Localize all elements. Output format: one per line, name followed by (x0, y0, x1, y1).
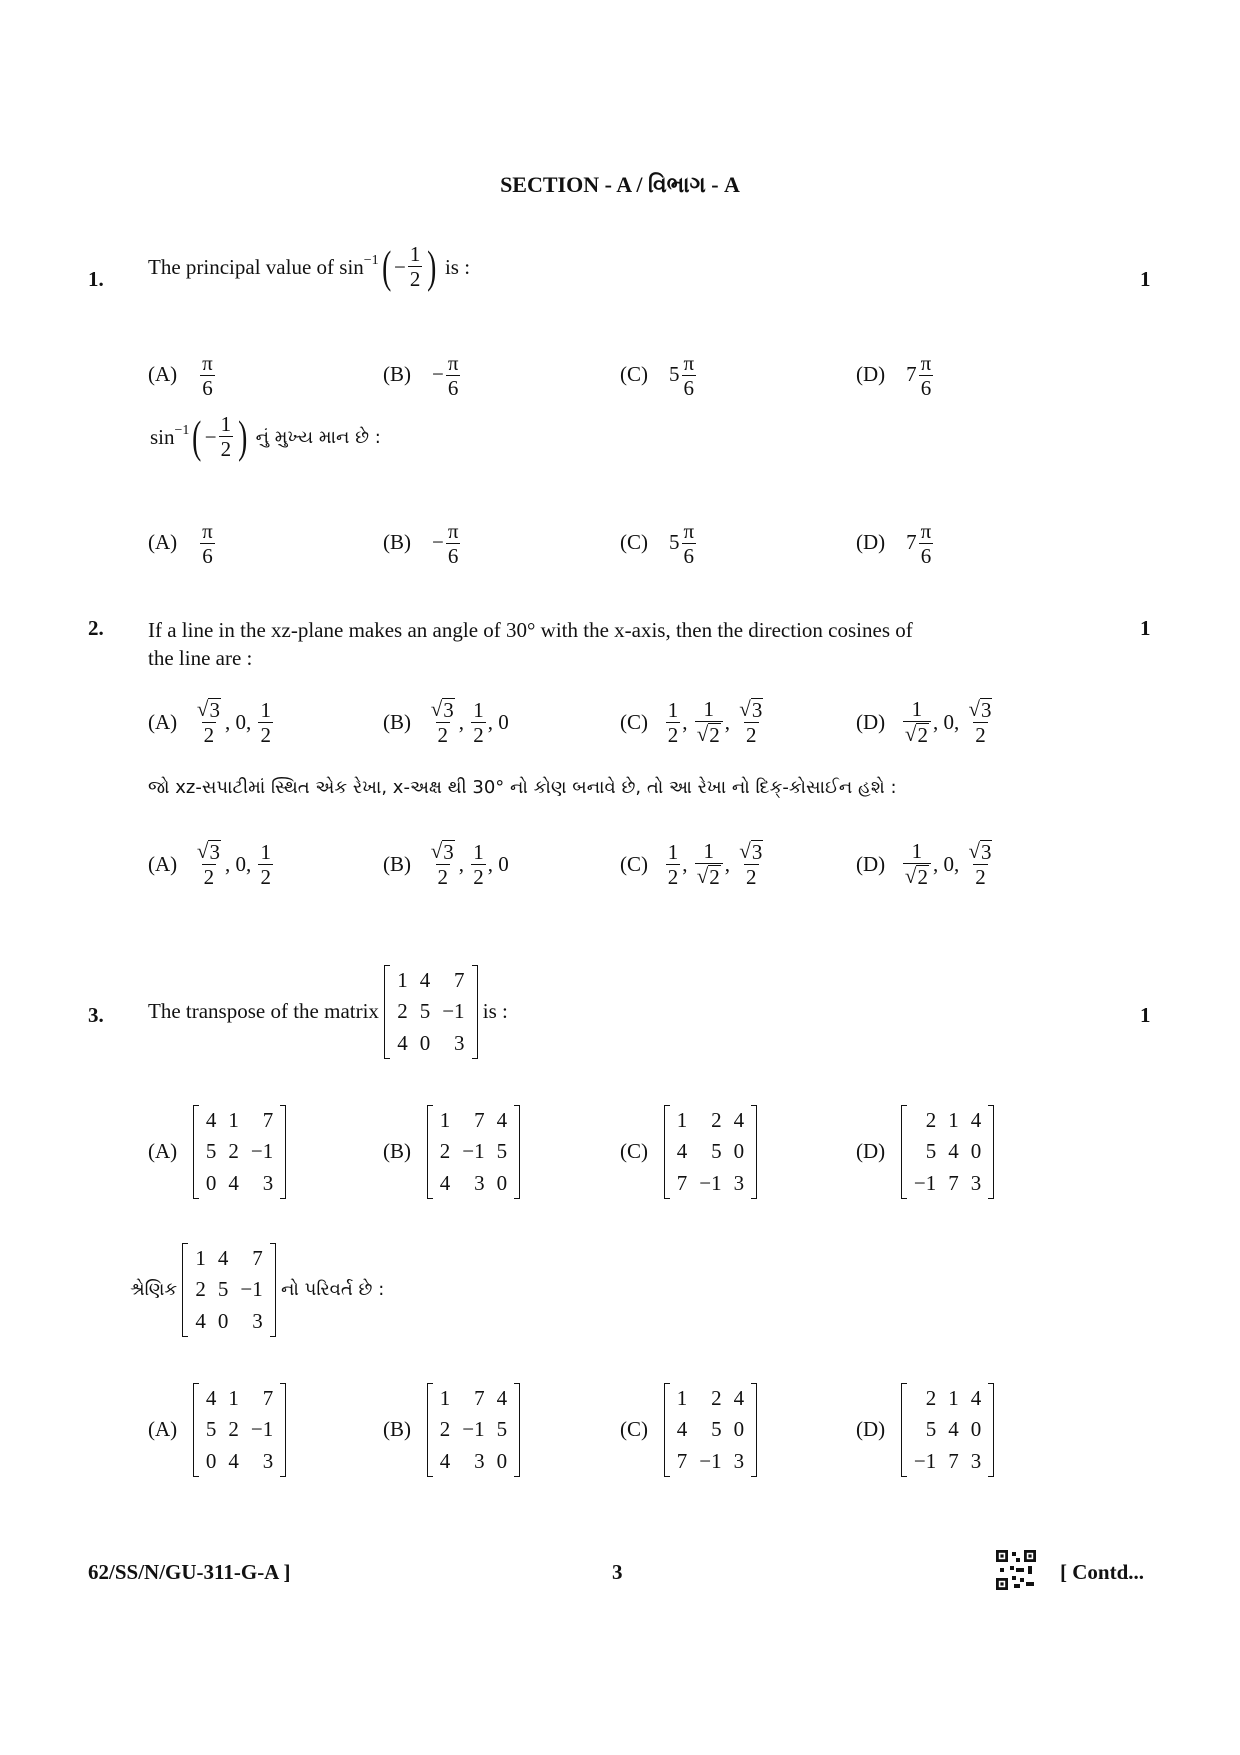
matrix-cell: 7 (474, 1108, 485, 1132)
q3-matrix (384, 965, 477, 1059)
matrix-cell: 1 (228, 1108, 239, 1132)
q3-number: 3. (88, 1003, 104, 1027)
matrix-cell: 2 (228, 1139, 239, 1164)
matrix-cell: 4 (419, 968, 431, 992)
matrix-cell: 2 (439, 1139, 451, 1164)
matrix-row (391, 1028, 470, 1059)
q2-gu-opt-d: (D) 1 √ 2 , 0 , √ 3 2 (856, 839, 992, 890)
q1-stem-prefix: The principal value of (148, 254, 335, 279)
q3-gu-opt-c: (C) 1 2 4 4 5 0 7 −1 3 (620, 1383, 757, 1477)
q1-opt-c: (C) 5 $\frac{\pi}{6}$ (620, 351, 695, 401)
matrix-cell: 5 (419, 999, 431, 1024)
q2-gu-opt-a: (A) √ 3 2 , 0 , $\frac{1}{2}$ (148, 839, 271, 890)
matrix-row (434, 1136, 513, 1167)
matrix-cell: −1 (699, 1170, 722, 1195)
matrix-cell: 1 (676, 1386, 688, 1410)
matrix-cell: 3 (474, 1448, 485, 1473)
matrix-cell: 4 (733, 1108, 745, 1132)
matrix-row (189, 1306, 268, 1337)
matrix-cell: 7 (454, 968, 465, 992)
matrix-cell: 2 (925, 1108, 937, 1132)
matrix-cell: 7 (948, 1170, 959, 1195)
matrix-row (200, 1383, 279, 1414)
q1-sin: sin (339, 254, 364, 279)
q2-number: 2. (88, 616, 104, 640)
q3-stem-gu (130, 1243, 384, 1337)
matrix-cell: 5 (711, 1417, 722, 1442)
q1-gu-opt-b: (B) − $\frac{\pi}{6}$ (383, 519, 459, 569)
matrix-row (200, 1105, 279, 1136)
matrix-cell: 2 (397, 999, 408, 1024)
q1-options-gu (148, 508, 1048, 568)
q3-gu-suffix: નો પરિવર્ત છે : (281, 1279, 385, 1301)
matrix-cell: 1 (948, 1386, 959, 1410)
matrix-cell: 7 (948, 1448, 959, 1473)
matrix-row (671, 1383, 750, 1414)
q3-gu-opt-d: (D) 2 1 4 5 4 0 −1 7 3 (856, 1383, 994, 1477)
matrix-cell: 3 (733, 1448, 745, 1473)
matrix-cell: 3 (262, 1448, 274, 1473)
matrix-cell: 4 (496, 1108, 508, 1132)
matrix-cell: 1 (439, 1386, 451, 1410)
q1-marks: 1 (1140, 267, 1151, 291)
q1-gu-opt-a: (A) $\frac{\pi}{6}$ (148, 519, 213, 569)
matrix-row (200, 1136, 279, 1167)
q3-opt-b: (B) 1 7 4 2 −1 5 4 3 0 (383, 1105, 520, 1199)
matrix-cell: 4 (439, 1170, 451, 1195)
q3-stem-suffix: is : (482, 999, 508, 1024)
q1-gu-rparen: ) (238, 411, 248, 463)
matrix-cell: 0 (733, 1417, 745, 1442)
matrix-cell: 2 (439, 1417, 451, 1442)
matrix-row (200, 1446, 279, 1477)
q3-options-en (148, 1105, 1068, 1205)
matrix-cell: −1 (250, 1139, 274, 1164)
matrix-cell: 5 (205, 1417, 217, 1442)
matrix-cell: 1 (195, 1246, 206, 1270)
matrix-cell: 4 (397, 1030, 408, 1055)
q1-gu-sin: sin (150, 424, 175, 449)
matrix-cell: 1 (948, 1108, 959, 1132)
q1-sup: −1 (363, 253, 379, 269)
matrix-cell: 7 (676, 1448, 688, 1473)
matrix-row (434, 1168, 513, 1199)
matrix-cell: 4 (496, 1386, 508, 1410)
matrix-row (391, 965, 470, 996)
matrix-cell: −1 (442, 999, 465, 1024)
q2-options-en (148, 698, 1068, 758)
paper-code: 62/SS/N/GU-311-G-A ] (88, 1560, 291, 1584)
q1-lparen: ( (381, 241, 391, 293)
matrix-cell: 4 (205, 1108, 217, 1132)
matrix-cell: 2 (925, 1386, 937, 1410)
q2-gu-opt-c: (C) $\frac{1}{2}$ , 1 √ 2 , √ 3 2 (620, 839, 763, 890)
q2-opt-a: (A) √ 3 2 , 0 , $\frac{1}{2}$ (148, 697, 271, 748)
matrix-cell: −1 (913, 1170, 937, 1195)
matrix-cell: −1 (462, 1417, 485, 1442)
q1-opt-d: (D) 7 $\frac{\pi}{6}$ (856, 351, 932, 401)
q1-options-en (148, 340, 1048, 400)
q3-opt-d: (D) 2 1 4 5 4 0 −1 7 3 (856, 1105, 994, 1199)
q2-stem-line2: the line are : (148, 646, 253, 670)
q2-stem-line1: If a line in the xz-plane makes an angle of 30° with the x-axis, then the direction cosines of (148, 618, 913, 642)
matrix-row (908, 1168, 987, 1199)
matrix-row (434, 1383, 513, 1414)
matrix-cell: 4 (733, 1386, 745, 1410)
matrix-cell: 4 (970, 1108, 982, 1132)
q3-stem-en (148, 965, 508, 1059)
matrix-cell: 4 (228, 1170, 239, 1195)
matrix-cell: 4 (970, 1386, 982, 1410)
matrix-cell: 7 (252, 1246, 263, 1270)
q2-marks: 1 (1140, 616, 1151, 640)
page-number: 3 (612, 1560, 623, 1584)
matrix-row (200, 1414, 279, 1445)
matrix-row (671, 1105, 750, 1136)
q1-half: $\frac{1}{2}$ (409, 242, 421, 292)
matrix-cell: 3 (970, 1448, 982, 1473)
matrix-row (908, 1105, 987, 1136)
matrix-row (434, 1105, 513, 1136)
q1-stem-en (148, 243, 470, 291)
matrix-row (189, 1274, 268, 1305)
matrix-cell: −1 (250, 1417, 274, 1442)
matrix-cell: −1 (699, 1448, 722, 1473)
matrix-cell: 5 (496, 1139, 508, 1164)
matrix-cell: 3 (454, 1030, 465, 1055)
matrix-row (671, 1414, 750, 1445)
matrix-cell: 4 (205, 1386, 217, 1410)
matrix-cell: 2 (195, 1277, 206, 1302)
matrix-cell: 0 (970, 1417, 982, 1442)
q3-marks: 1 (1140, 1003, 1151, 1027)
q2-opt-d: (D) 1 √ 2 , 0 , √ 3 2 (856, 697, 992, 748)
matrix-cell: 4 (217, 1246, 229, 1270)
matrix-cell: 4 (439, 1448, 451, 1473)
matrix-cell: 0 (970, 1139, 982, 1164)
matrix-row (908, 1414, 987, 1445)
matrix-row (908, 1446, 987, 1477)
contd-label: [ Contd... (1060, 1560, 1145, 1584)
matrix-cell: 0 (496, 1448, 508, 1473)
matrix-row (434, 1414, 513, 1445)
q1-rparen: ) (427, 241, 437, 293)
matrix-row (671, 1446, 750, 1477)
matrix-cell: 5 (925, 1139, 937, 1164)
q1-gu-opt-c: (C) 5 $\frac{\pi}{6}$ (620, 519, 695, 569)
matrix-row (200, 1168, 279, 1199)
matrix-cell: 5 (711, 1139, 722, 1164)
q3-opt-a: (A) 4 1 7 5 2 −1 0 4 3 (148, 1105, 286, 1199)
matrix-cell: 1 (397, 968, 408, 992)
q1-gu-lparen: ( (192, 411, 202, 463)
matrix-cell: 0 (217, 1308, 229, 1333)
matrix-cell: 4 (195, 1308, 206, 1333)
matrix-cell: −1 (240, 1277, 263, 1302)
matrix-cell: −1 (462, 1139, 485, 1164)
matrix-row (671, 1168, 750, 1199)
q3-opt-c: (C) 1 2 4 4 5 0 7 −1 3 (620, 1105, 757, 1199)
q3-gu-prefix: શ્રેણિક (130, 1279, 178, 1301)
matrix-cell: 7 (474, 1386, 485, 1410)
q1-gu-sup: −1 (174, 423, 190, 439)
matrix-cell: 1 (676, 1108, 688, 1132)
q2-gu-opt-b: (B) √ 3 2 , $\frac{1}{2}$ , 0 (383, 839, 509, 890)
q1-stem-suffix: is : (444, 254, 471, 279)
matrix-cell: 7 (262, 1108, 274, 1132)
matrix-cell: 3 (733, 1170, 745, 1195)
matrix-cell: 3 (262, 1170, 274, 1195)
matrix-cell: 5 (925, 1417, 937, 1442)
matrix-cell: 1 (439, 1108, 451, 1132)
matrix-cell: 0 (205, 1170, 217, 1195)
matrix-cell: 0 (205, 1448, 217, 1473)
q1-gu-minus: − (204, 424, 217, 449)
matrix-cell: 3 (474, 1170, 485, 1195)
q1-gu-half: $\frac{1}{2}$ (220, 412, 232, 462)
q2-stem-gu: જો xz-સપાટીમાં સ્થિત એક રેખા, x-અક્ષ થી 30° નો કોણ બનાવે છે, તો આ રેખા નો દિક્-કોસાઈન હશે : (148, 777, 897, 798)
q1-opt-a: (A) $\frac{\pi}{6}$ (148, 351, 213, 401)
matrix-cell: 4 (676, 1139, 688, 1164)
q2-stem-en (148, 616, 1108, 672)
matrix-cell: 4 (676, 1417, 688, 1442)
matrix-cell: 1 (228, 1386, 239, 1410)
matrix-cell: 3 (970, 1170, 982, 1195)
matrix-cell: −1 (913, 1448, 937, 1473)
q2-options-gu (148, 840, 1068, 900)
matrix-cell: 0 (496, 1170, 508, 1195)
matrix-row (189, 1243, 268, 1274)
matrix-cell: 4 (948, 1139, 959, 1164)
qr-code-icon (996, 1550, 1036, 1590)
matrix-cell: 3 (252, 1308, 263, 1333)
matrix-row (908, 1383, 987, 1414)
q1-gu-suffix: નું મુખ્ય માન છે : (255, 426, 381, 448)
matrix-cell: 4 (948, 1417, 959, 1442)
section-title: SECTION - A / વિભાગ - A (500, 172, 740, 197)
matrix-cell: 0 (419, 1030, 431, 1055)
q3-gu-opt-a: (A) 4 1 7 5 2 −1 0 4 3 (148, 1383, 286, 1477)
q3-gu-matrix (182, 1243, 275, 1337)
matrix-cell: 0 (733, 1139, 745, 1164)
q1-stem-gu (150, 413, 381, 461)
q3-gu-opt-b: (B) 1 7 4 2 −1 5 4 3 0 (383, 1383, 520, 1477)
matrix-row (908, 1136, 987, 1167)
matrix-cell: 7 (676, 1170, 688, 1195)
matrix-row (434, 1446, 513, 1477)
matrix-row (391, 996, 470, 1027)
q2-opt-c: (C) $\frac{1}{2}$ , 1 √ 2 , √ 3 2 (620, 697, 763, 748)
matrix-cell: 5 (205, 1139, 217, 1164)
matrix-cell: 5 (217, 1277, 229, 1302)
q1-opt-b: (B) − $\frac{\pi}{6}$ (383, 351, 459, 401)
matrix-cell: 2 (711, 1386, 722, 1410)
matrix-row (671, 1136, 750, 1167)
matrix-cell: 5 (496, 1417, 508, 1442)
q3-options-gu (148, 1383, 1068, 1483)
q1-gu-opt-d: (D) 7 $\frac{\pi}{6}$ (856, 519, 932, 569)
matrix-cell: 4 (228, 1448, 239, 1473)
q2-opt-b: (B) √ 3 2 , $\frac{1}{2}$ , 0 (383, 697, 509, 748)
q1-minus: − (394, 254, 406, 279)
matrix-cell: 2 (711, 1108, 722, 1132)
matrix-cell: 7 (262, 1386, 274, 1410)
q3-stem-prefix: The transpose of the matrix (148, 999, 379, 1024)
q1-number: 1. (88, 267, 104, 291)
matrix-cell: 2 (228, 1417, 239, 1442)
